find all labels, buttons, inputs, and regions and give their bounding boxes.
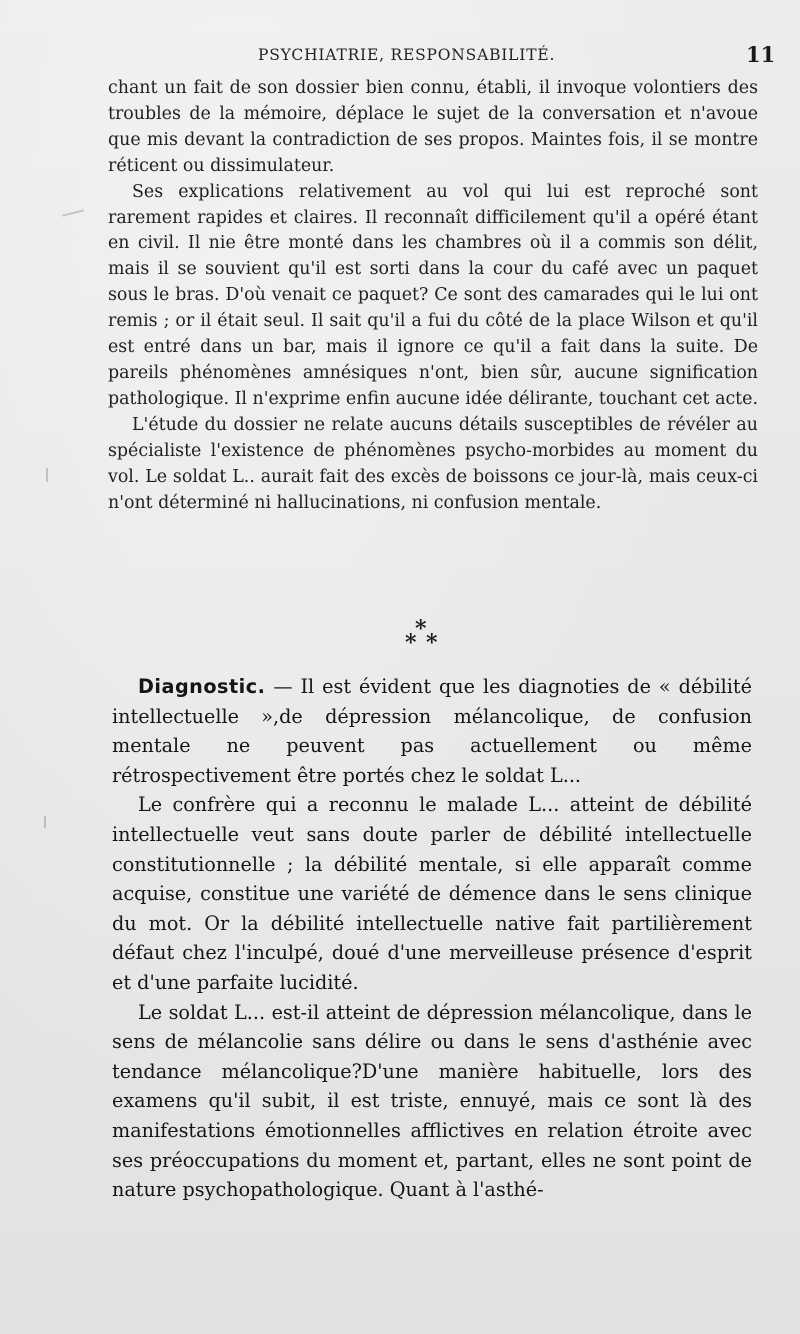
paragraph-dossier-study: L'étude du dossier ne relate aucuns détails susceptibles de révéler au spécialiste l'existence de phénomènes psycho-morbides au moment du vol. Le soldat L.. aurait fait des excès de boissons ce jour-là, mais ceux-ci n'ont déterminé ni hallucinations, ni confusion mentale. (108, 414, 758, 513)
running-head (0, 42, 800, 72)
section-asterism (400, 616, 444, 656)
running-title: PSYCHIATRIE, RESPONSABILITÉ. (258, 46, 556, 64)
page-number: 11 (746, 42, 776, 67)
paragraph-debilite: Le confrère qui a reconnu le malade L... atteint de débilité intellectuelle veut sans doute parler de débilité intellectuelle constitutionnelle ; la débilité mentale, si elle apparaît comme acquise, constitue une variété de démence dans le sens clinique du mot. Or la débilité intellectuelle native fait partilièrement défaut chez l'inculpé, doué d'une merveilleuse présence d'esprit et d'une parfaite lucidité. (112, 793, 752, 994)
paragraph-depression: Le soldat L... est-il atteint de dépression mélancolique, dans le sens de mélancolie sans délire ou dans le sens d'asthénie avec tendance mélancolique?D'une manière habituelle, lors des examens qu'il subit, il est triste, ennuyé, mais ce sont là des manifestations émotionnelles afflictives en relation étroite avec ses préoccupations du moment et, partant, elles ne sont point de nature psychopathologique. Quant à l'asthé- (112, 1000, 752, 1202)
paragraph-diagnostic (112, 672, 752, 790)
margin-mark (44, 816, 46, 828)
paragraph-explanations: Ses explications relativement au vol qui lui est reproché sont rarement rapides et claires. Il reconnaît difficilement qu'il a opéré étant en civil. Il nie être monté dans les chambres où il a commis son délit, mais il se souvient qu'il est sorti dans la cour du café avec un paquet sous le bras. D'où venait ce paquet? Ce sont des camarades qui le lui ont remis ; or il était seul. Il sait qu'il a fui du côté de la place Wilson et qu'il est entré dans un bar, mais il ignore ce qu'il a fait dans la suite. De pareils phénomènes amnésiques n'ont, bien sûr, aucune signification pathologique. Il n'exprime enfin aucune idée délirante, touchant cet acte. (108, 181, 758, 409)
section-heading-diagnostic: Diagnostic. (138, 675, 266, 698)
upper-text-block (108, 76, 758, 516)
diagnostic-text: — Il est évident que les diagnoties de « débilité intellectuelle »,de dépression mélancolique, de confusion mentale ne peuvent pas actuellement ou même rétrospectivement être portés chez le soldat L... (112, 675, 752, 787)
asterism-star: * (426, 630, 438, 656)
asterism-star: * (415, 616, 427, 642)
lower-text-block (112, 672, 752, 1205)
margin-mark (46, 468, 48, 482)
asterism-star: * (405, 630, 417, 656)
margin-mark (62, 209, 84, 216)
paragraph-continuation: chant un fait de son dossier bien connu, établi, il invoque volontiers des troubles de la mémoire, déplace le sujet de la conversation et n'avoue que mis devant la contradiction de ses propos. Maintes fois, il se montre réticent ou dissimulateur. (108, 78, 758, 176)
